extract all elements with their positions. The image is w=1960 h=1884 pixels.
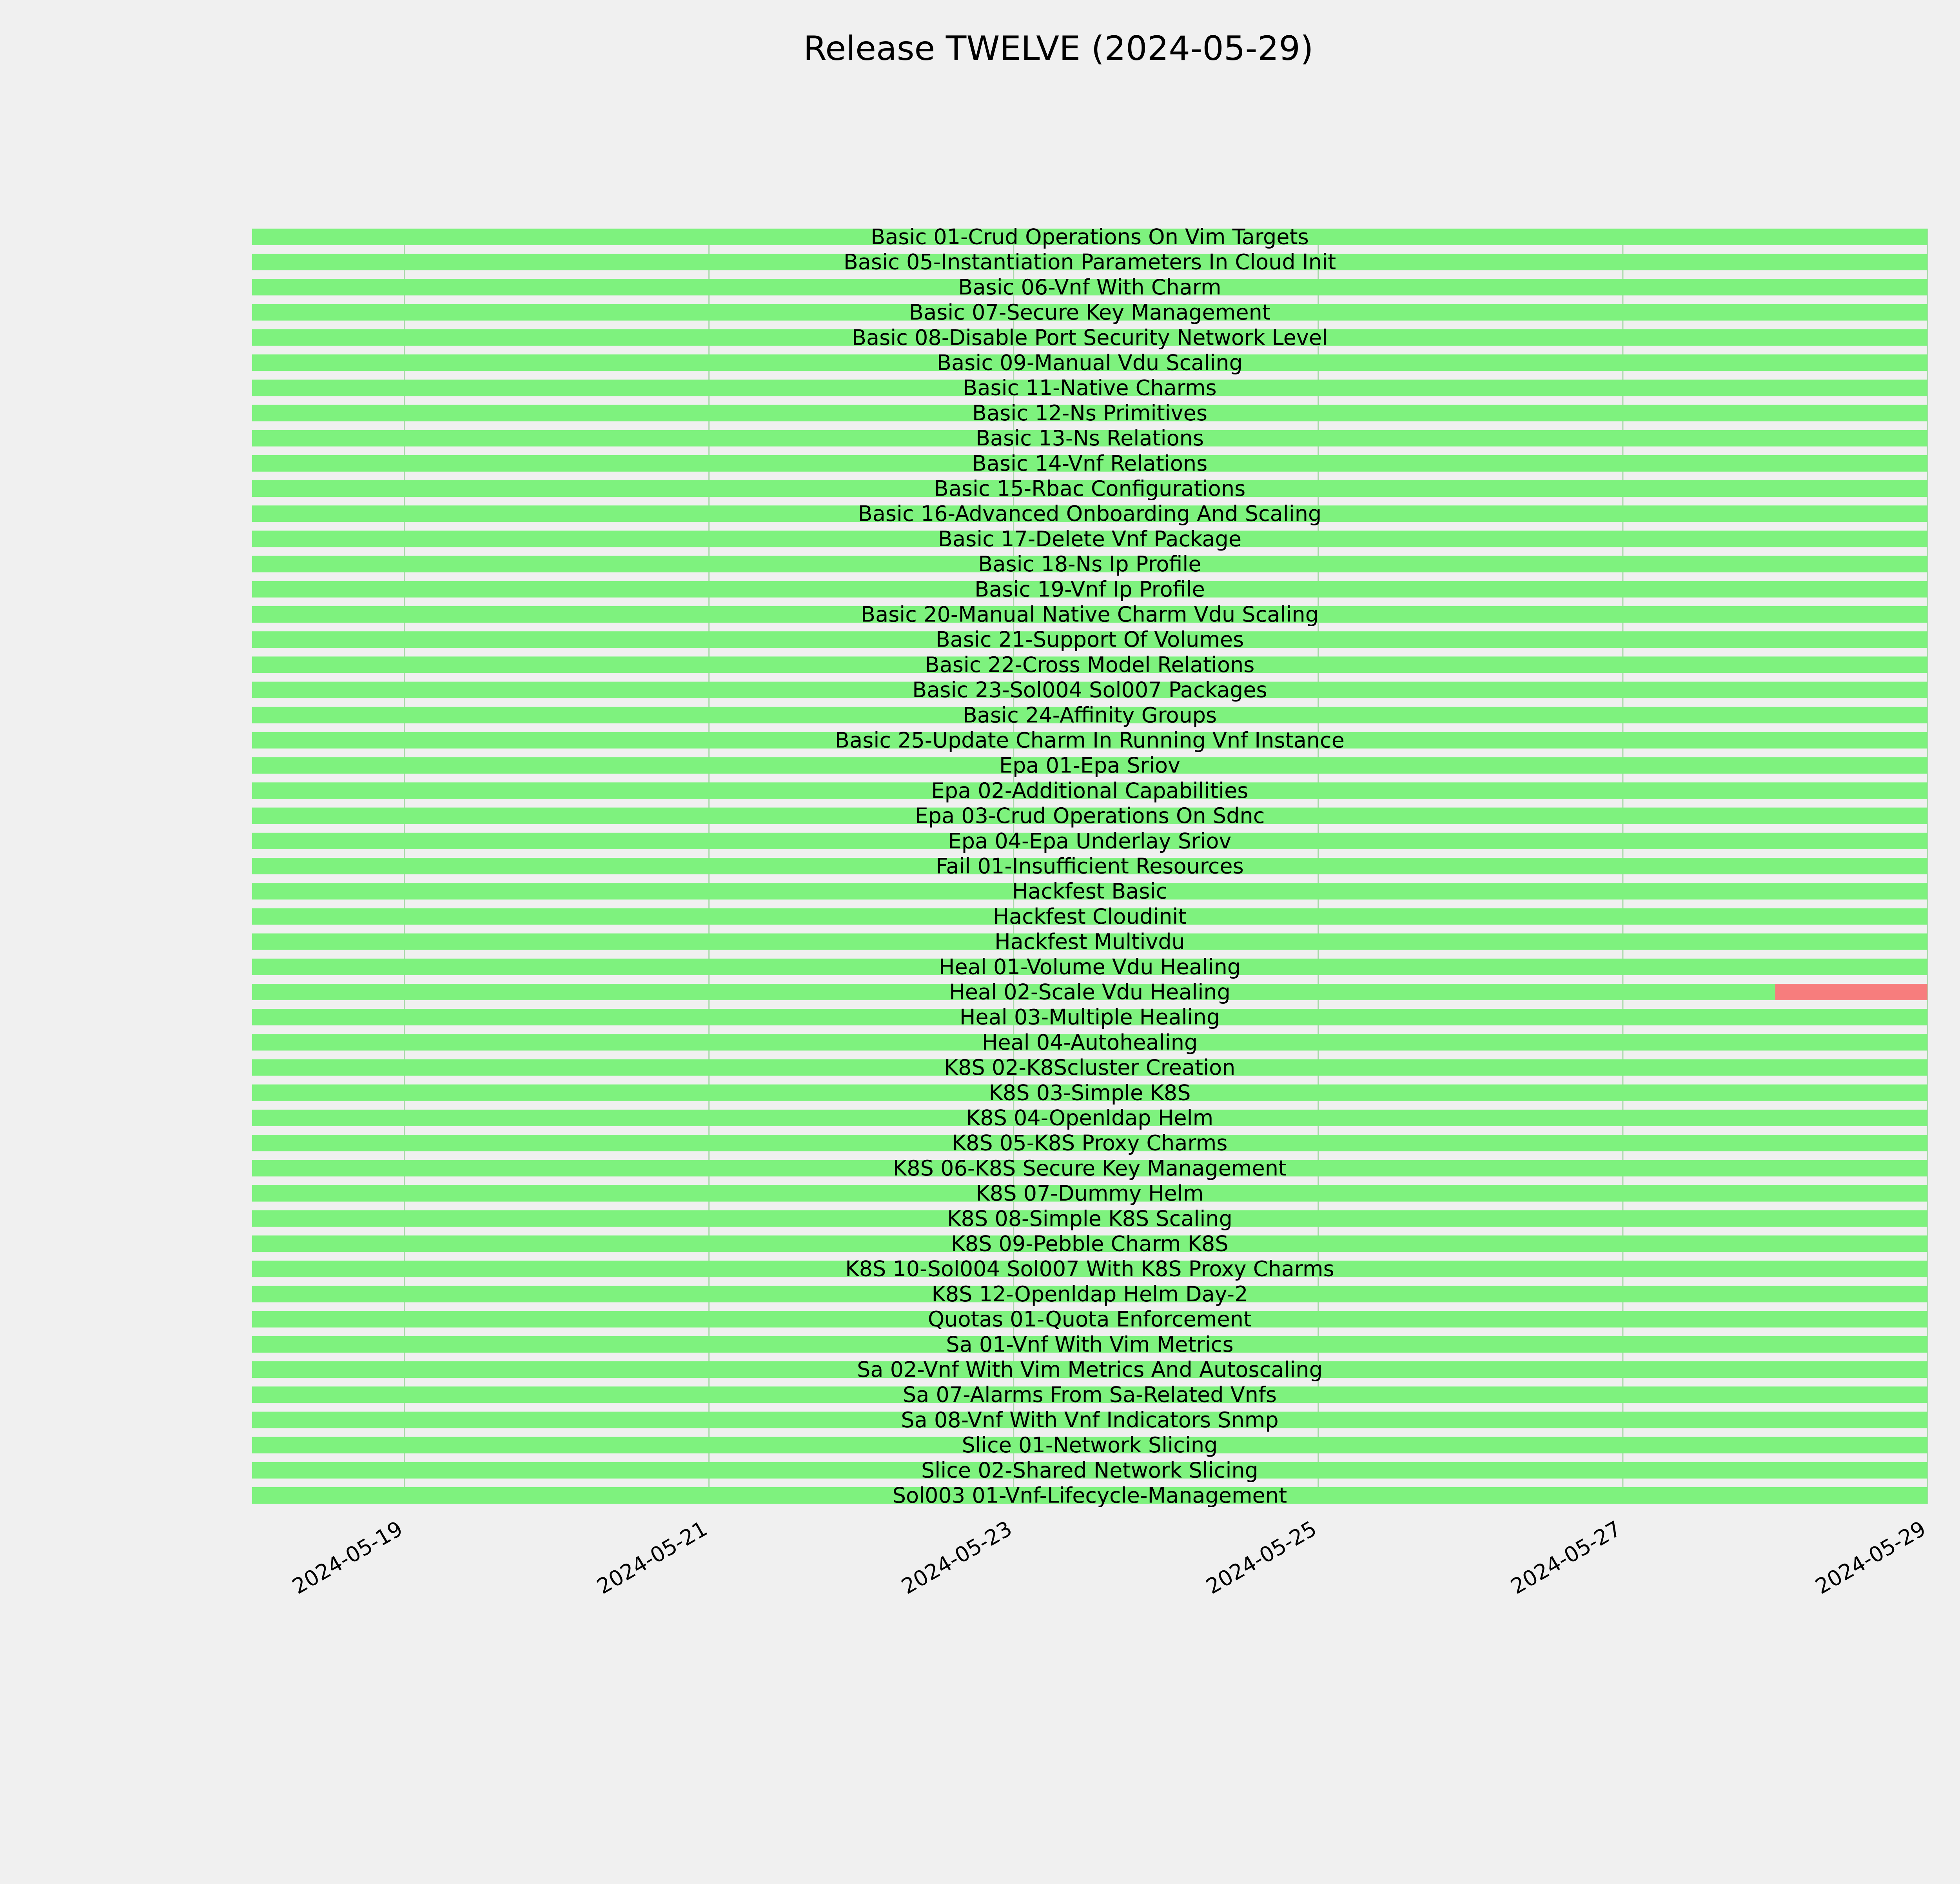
task-label: Epa 01-Epa Sriov (999, 753, 1180, 778)
task-label: Basic 15-Rbac Configurations (934, 476, 1246, 501)
task-label: Hackfest Multivdu (995, 929, 1185, 954)
task-label: Sa 02-Vnf With Vim Metrics And Autoscaling (857, 1357, 1323, 1382)
task-label: Basic 05-Instantiation Parameters In Cloud Init (843, 249, 1336, 274)
task-label: Heal 04-Autohealing (982, 1030, 1198, 1055)
task-label: K8S 10-Sol004 Sol007 With K8S Proxy Charms (845, 1256, 1334, 1281)
task-label: Basic 24-Affinity Groups (962, 703, 1217, 728)
task-label: Basic 16-Advanced Onboarding And Scaling (858, 501, 1322, 526)
task-label: Basic 09-Manual Vdu Scaling (937, 350, 1243, 375)
task-bar-fail (1775, 984, 1927, 1000)
x-tick-label: 2024-05-27 (1506, 1516, 1626, 1599)
task-label: Epa 04-Epa Underlay Sriov (948, 828, 1232, 854)
task-label: Heal 03-Multiple Healing (959, 1005, 1220, 1030)
task-label: Basic 08-Disable Port Security Network Level (851, 325, 1328, 350)
task-label: Basic 20-Manual Native Charm Vdu Scaling (861, 602, 1319, 627)
x-tick-label: 2024-05-21 (592, 1516, 712, 1599)
task-label: Sa 07-Alarms From Sa-Related Vnfs (902, 1382, 1277, 1407)
task-label: Sol003 01-Vnf-Lifecycle-Management (892, 1483, 1287, 1508)
task-label: K8S 03-Simple K8S (989, 1080, 1191, 1105)
task-label: Basic 12-Ns Primitives (972, 400, 1207, 425)
task-label: Basic 01-Crud Operations On Vim Targets (871, 224, 1309, 249)
task-label: Epa 02-Additional Capabilities (931, 778, 1249, 803)
task-label: Basic 07-Secure Key Management (909, 300, 1270, 325)
task-label: K8S 07-Dummy Helm (976, 1181, 1204, 1206)
task-label: K8S 06-K8S Secure Key Management (893, 1155, 1287, 1181)
task-label: Basic 25-Update Charm In Running Vnf Instance (835, 728, 1345, 753)
task-label: Slice 02-Shared Network Slicing (921, 1458, 1258, 1483)
task-label: Basic 17-Delete Vnf Package (938, 526, 1242, 551)
task-label: Basic 14-Vnf Relations (972, 451, 1208, 476)
task-label: Slice 01-Network Slicing (962, 1433, 1218, 1458)
task-label: Basic 11-Native Charms (963, 375, 1217, 400)
task-label: Basic 21-Support Of Volumes (935, 627, 1244, 652)
task-label: Basic 13-Ns Relations (975, 426, 1204, 451)
task-label: Epa 03-Crud Operations On Sdnc (915, 803, 1265, 828)
task-label: Basic 18-Ns Ip Profile (978, 552, 1201, 577)
task-label: Heal 02-Scale Vdu Healing (949, 979, 1230, 1005)
x-tick-label: 2024-05-19 (288, 1516, 407, 1599)
x-tick-label: 2024-05-29 (1811, 1516, 1930, 1599)
task-label: K8S 05-K8S Proxy Charms (952, 1130, 1228, 1155)
chart-title: Release TWELVE (2024-05-29) (803, 29, 1314, 68)
x-tick-label: 2024-05-23 (897, 1516, 1016, 1599)
task-label: Basic 06-Vnf With Charm (958, 274, 1221, 300)
task-label: Basic 22-Cross Model Relations (925, 652, 1255, 677)
task-label: K8S 04-Openldap Helm (966, 1105, 1214, 1130)
task-label: Quotas 01-Quota Enforcement (927, 1307, 1252, 1332)
task-label: Hackfest Cloudinit (993, 904, 1187, 929)
task-label: K8S 08-Simple K8S Scaling (947, 1206, 1232, 1231)
task-label: Fail 01-Insufficient Resources (936, 854, 1244, 879)
task-label: K8S 09-Pebble Charm K8S (951, 1231, 1229, 1256)
task-label: Basic 23-Sol004 Sol007 Packages (912, 678, 1267, 703)
task-label: K8S 12-Openldap Helm Day-2 (931, 1281, 1248, 1306)
task-label: Heal 01-Volume Vdu Healing (938, 954, 1241, 979)
task-label: Basic 19-Vnf Ip Profile (975, 577, 1205, 602)
task-label: Hackfest Basic (1012, 879, 1168, 904)
task-label: K8S 02-K8Scluster Creation (944, 1055, 1236, 1080)
x-tick-label: 2024-05-25 (1202, 1516, 1321, 1599)
task-label: Sa 08-Vnf With Vnf Indicators Snmp (901, 1407, 1279, 1432)
task-label: Sa 01-Vnf With Vim Metrics (946, 1332, 1234, 1357)
